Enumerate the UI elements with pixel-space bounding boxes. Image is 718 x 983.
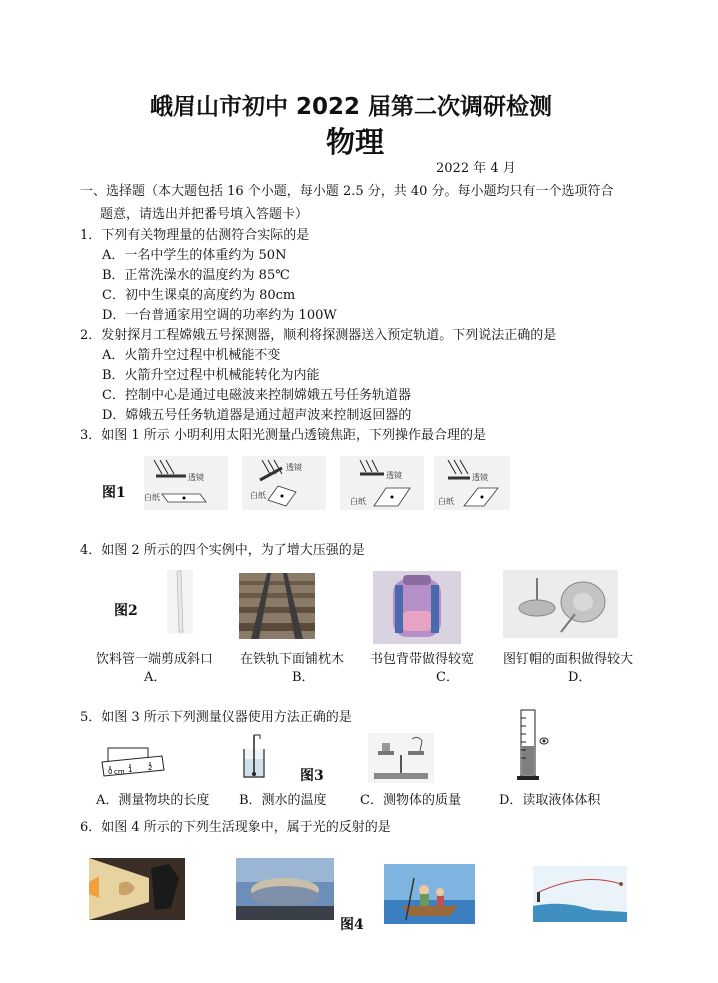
q1-option-b: B．正常洗澡水的温度约为 85℃: [102, 268, 290, 283]
figure-1-panel-b: [242, 456, 326, 510]
thumbtack-image: [503, 570, 618, 638]
backpack-image: [373, 571, 461, 644]
q4-letter-c: C．: [436, 670, 459, 685]
section-heading-cont: 题意，请选出并把番号填入答题卡）: [100, 207, 309, 222]
straw-image: [167, 570, 193, 634]
ruler-mark-0: 0: [108, 768, 113, 776]
q4-caption-d: 图钉帽的面积做得较大: [503, 652, 634, 667]
q2-option-d: D．嫦娥五号任务轨道器是通过超声波来控制返回器的: [102, 408, 412, 423]
paper-label-a: 白纸: [144, 493, 160, 502]
theater-reflection-image: [236, 858, 334, 920]
balance-image: [368, 733, 434, 783]
q6-stem: 6．如图 4 所示的下列生活现象中，属于光的反射的是: [80, 820, 391, 835]
q5-option-d: D．读取液体体积: [499, 793, 601, 808]
q2-stem: 2．发射探月工程嫦娥五号探测器，顺利将探测器送入预定轨道。下列说法正确的是: [80, 328, 557, 343]
subject-title: 物理: [326, 125, 385, 159]
q4-letter-a: A．: [144, 670, 167, 685]
ruler-mark-2: 2: [148, 764, 153, 772]
q1-stem: 1．下列有关物理量的估测符合实际的是: [80, 228, 310, 243]
q1-option-d: D．一台普通家用空调的功率约为 100W: [102, 308, 337, 323]
q4-caption-b: 在铁轨下面铺枕木: [240, 652, 345, 667]
q2-option-b: B．火箭升空过程中机械能转化为内能: [102, 368, 320, 383]
figure-1-panel-c: [340, 456, 424, 510]
paper-label-d: 白纸: [438, 497, 454, 506]
figure-3-label: 图3: [300, 768, 324, 784]
lens-label-b: 透镜: [286, 463, 302, 472]
mirage-image: [533, 866, 627, 922]
lens-label-d: 透镜: [472, 473, 488, 482]
q4-stem: 4．如图 2 所示的四个实例中，为了增大压强的是: [80, 543, 365, 558]
figure-1-panel-a: [144, 456, 228, 510]
q5-option-c: C．测物体的质量: [360, 793, 461, 808]
ruler-mark-unit: cm: [114, 768, 125, 776]
ruler-image: [100, 746, 166, 780]
q5-option-a: A．测量物块的长度: [96, 793, 210, 808]
q2-option-a: A．火箭升空过程中机械能不变: [102, 348, 281, 363]
figure-1-label: 图1: [102, 485, 126, 501]
figure-4-label: 图4: [340, 917, 364, 933]
fishing-image: [384, 864, 475, 924]
figure-1-panel-d: [434, 456, 510, 510]
exam-title: 峨眉山市初中 2022 届第二次调研检测: [150, 94, 553, 120]
cylinder-image: [515, 706, 549, 782]
ruler-mark-1: 1: [128, 766, 133, 774]
q4-letter-b: B．: [292, 670, 315, 685]
figure-2-label: 图2: [114, 603, 138, 619]
q1-option-c: C．初中生课桌的高度约为 80cm: [102, 288, 296, 303]
q1-option-a: A．一名中学生的体重约为 50N: [102, 248, 287, 263]
exam-date: 2022 年 4 月: [436, 161, 516, 176]
lens-label-c: 透镜: [386, 471, 402, 480]
q3-stem: 3．如图 1 所示 小明利用太阳光测量凸透镜焦距，下列操作最合理的是: [80, 428, 486, 443]
q4-letter-d: D．: [568, 670, 592, 685]
thermometer-beaker-image: [240, 733, 268, 781]
railway-image: [239, 573, 315, 639]
q2-option-c: C．控制中心是通过电磁波来控制嫦娥五号任务轨道器: [102, 388, 411, 403]
paper-label-b: 白纸: [250, 491, 266, 500]
figure-1: [144, 456, 510, 510]
q4-caption-c: 书包背带做得较宽: [370, 652, 475, 667]
section-heading: 一、选择题（本大题包括 16 个小题，每小题 2.5 分，共 40 分。每小题均只有一个选项符合: [80, 184, 614, 199]
lens-label-a: 透镜: [188, 473, 204, 482]
q5-stem: 5．如图 3 所示下列测量仪器使用方法正确的是: [80, 710, 352, 725]
shadow-puppet-image: [89, 858, 185, 920]
q4-caption-a: 饮料管一端剪成斜口: [96, 652, 214, 667]
q5-option-b: B．测水的温度: [239, 793, 327, 808]
paper-label-c: 白纸: [350, 497, 366, 506]
